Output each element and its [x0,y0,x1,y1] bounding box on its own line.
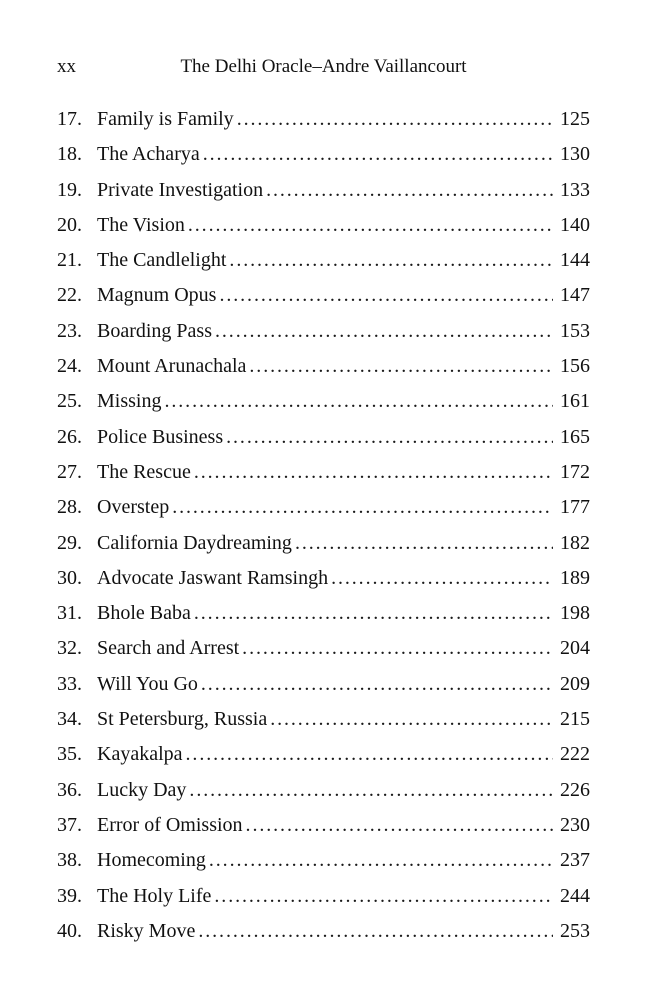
chapter-number: 17. [57,108,82,130]
dot-leader [331,565,553,591]
dot-leader [229,247,553,273]
dot-leader [198,918,553,944]
chapter-title: The Vision [97,213,185,236]
chapter-page-number: 133 [560,178,590,201]
chapter-title: Risky Move [97,919,196,942]
chapter-page-number: 165 [560,425,590,448]
toc-entry [57,671,590,706]
chapter-page-number: 125 [560,108,590,130]
toc-entry [57,530,590,565]
chapter-page-number: 209 [560,672,590,695]
chapter-page-number: 177 [560,496,590,519]
chapter-title: Boarding Pass [97,319,212,342]
toc-entry [57,212,590,247]
chapter-page-number: 230 [560,813,590,836]
toc-entry [57,247,590,282]
chapter-title: Error of Omission [97,813,243,836]
chapter-page-number: 144 [560,249,590,272]
dot-leader [215,318,553,344]
toc-entry [57,388,590,423]
chapter-number: 19. [57,178,82,201]
chapter-title: The Candlelight [97,249,227,272]
toc-entry [57,318,590,353]
chapter-page-number: 153 [560,319,590,342]
toc-entry [57,706,590,741]
chapter-number: 35. [57,743,82,766]
dot-leader [188,212,553,238]
dot-leader [266,177,553,203]
toc-entry [57,177,590,212]
chapter-title: Kayakalpa [97,743,183,766]
table-of-contents [57,106,590,953]
chapter-number: 30. [57,566,82,589]
chapter-page-number: 204 [560,637,590,660]
chapter-title: Police Business [97,425,224,448]
dot-leader [172,494,553,520]
chapter-title: California Daydreaming [97,531,292,554]
toc-entry [57,777,590,812]
chapter-title: Missing [97,390,162,413]
chapter-title: Homecoming [97,849,206,872]
chapter-title: Advocate Jaswant Ramsingh [97,566,329,589]
dot-leader [203,141,553,167]
chapter-number: 26. [57,425,82,448]
chapter-page-number: 189 [560,566,590,589]
toc-entry [57,635,590,670]
toc-entry [57,353,590,388]
chapter-page-number: 253 [560,919,590,942]
chapter-page-number: 244 [560,884,590,907]
chapter-number: 23. [57,319,82,342]
chapter-page-number: 222 [560,743,590,766]
chapter-number: 39. [57,884,82,907]
chapter-number: 28. [57,496,82,519]
chapter-title: The Holy Life [97,884,212,907]
chapter-number: 27. [57,460,82,483]
chapter-page-number: 147 [560,284,590,307]
toc-entry [57,565,590,600]
dot-leader [237,106,553,132]
toc-entry [57,106,590,141]
toc-entry [57,812,590,847]
chapter-number: 40. [57,919,82,942]
chapter-title: Bhole Baba [97,602,191,625]
chapter-number: 21. [57,249,82,272]
toc-entry [57,847,590,882]
chapter-title: St Petersburg, Russia [97,708,268,731]
dot-leader [194,600,553,626]
chapter-number: 25. [57,390,82,413]
dot-leader [226,424,553,450]
chapter-page-number: 161 [560,390,590,413]
chapter-title: Lucky Day [97,778,187,801]
chapter-page-number: 215 [560,708,590,731]
chapter-title: Search and Arrest [97,637,240,660]
chapter-title: Magnum Opus [97,284,217,307]
chapter-title: Will You Go [97,672,198,695]
toc-entry [57,459,590,494]
chapter-title: Mount Arunachala [97,355,247,378]
toc-entry [57,494,590,529]
chapter-page-number: 182 [560,531,590,554]
dot-leader [242,635,553,661]
toc-entry [57,424,590,459]
dot-leader [214,883,553,909]
chapter-page-number: 156 [560,355,590,378]
chapter-number: 22. [57,284,82,307]
chapter-number: 31. [57,602,82,625]
dot-leader [186,741,553,767]
chapter-number: 29. [57,531,82,554]
chapter-number: 34. [57,708,82,731]
chapter-number: 36. [57,778,82,801]
chapter-page-number: 237 [560,849,590,872]
page-header [57,55,590,79]
running-title: The Delhi Oracle–Andre Vaillancourt [180,56,467,77]
dot-leader [219,282,553,308]
dot-leader [189,777,553,803]
chapter-page-number: 172 [560,460,590,483]
toc-entry [57,918,590,953]
chapter-page-number: 226 [560,778,590,801]
dot-leader [201,671,553,697]
chapter-number: 24. [57,355,82,378]
toc-entry [57,600,590,635]
chapter-title: The Acharya [97,143,200,166]
toc-entry [57,741,590,776]
dot-leader [295,530,553,556]
chapter-number: 18. [57,143,82,166]
dot-leader [249,353,553,379]
chapter-number: 38. [57,849,82,872]
chapter-number: 32. [57,637,82,660]
chapter-title: Family is Family [97,108,234,130]
chapter-page-number: 198 [560,602,590,625]
chapter-number: 20. [57,213,82,236]
chapter-title: Overstep [97,496,170,519]
chapter-page-number: 140 [560,213,590,236]
dot-leader [246,812,553,838]
chapter-page-number: 130 [560,143,590,166]
dot-leader [209,847,553,873]
toc-entry [57,141,590,176]
toc-entry [57,282,590,317]
dot-leader [164,388,553,414]
chapter-title: Private Investigation [97,178,264,201]
folio-page-number: xx [57,56,76,77]
dot-leader [194,459,553,485]
chapter-number: 37. [57,813,82,836]
dot-leader [270,706,553,732]
chapter-number: 33. [57,672,82,695]
chapter-title: The Rescue [97,460,191,483]
toc-entry [57,883,590,918]
